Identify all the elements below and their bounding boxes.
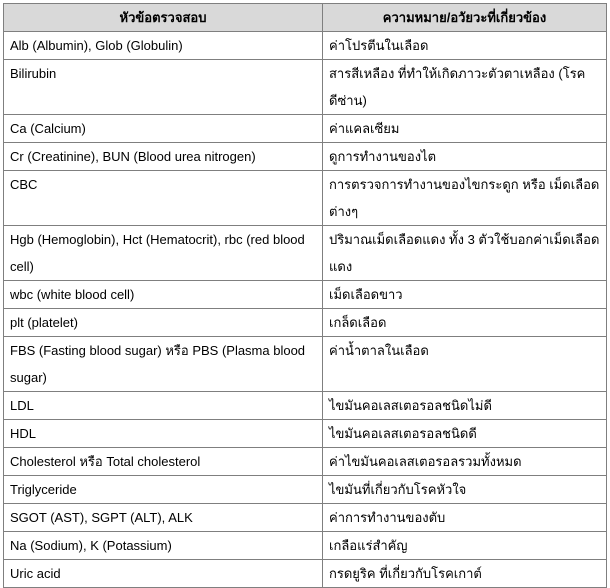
table-row xyxy=(4,171,607,226)
table-row xyxy=(4,32,607,60)
cell-topic: Na (Sodium), K (Potassium) xyxy=(4,532,323,560)
table-row xyxy=(4,115,607,143)
cell-topic: Ca (Calcium) xyxy=(4,115,323,143)
table-row xyxy=(4,476,607,504)
cell-topic: Triglyceride xyxy=(4,476,323,504)
cell-topic: Alb (Albumin), Glob (Globulin) xyxy=(4,32,323,60)
cell-meaning: ค่าโปรตีนในเลือด xyxy=(323,32,607,60)
table-row xyxy=(4,504,607,532)
table-row xyxy=(4,309,607,337)
cell-meaning: เม็ดเลือดขาว xyxy=(323,281,607,309)
table-row xyxy=(4,60,607,115)
cell-topic: LDL xyxy=(4,392,323,420)
cell-meaning: ไขมันคอเลสเตอรอลชนิดดี xyxy=(323,420,607,448)
table-row xyxy=(4,226,607,281)
cell-meaning: ค่าไขมันคอเลสเตอรอลรวมทั้งหมด xyxy=(323,448,607,476)
header-topic: หัวข้อตรวจสอบ xyxy=(4,4,323,32)
cell-meaning: กรดยูริค ที่เกี่ยวกับโรคเกาต์ xyxy=(323,560,607,588)
table-row xyxy=(4,532,607,560)
cell-meaning: ไขมันที่เกี่ยวกับโรคหัวใจ xyxy=(323,476,607,504)
cell-topic: SGOT (AST), SGPT (ALT), ALK xyxy=(4,504,323,532)
cell-topic: FBS (Fasting blood sugar) หรือ PBS (Plasma blood sugar) xyxy=(4,337,323,392)
cell-meaning: เกลือแร่สำคัญ xyxy=(323,532,607,560)
table-row xyxy=(4,337,607,392)
table-row xyxy=(4,448,607,476)
header-meaning: ความหมาย/อวัยวะที่เกี่ยวข้อง xyxy=(323,4,607,32)
table-row xyxy=(4,281,607,309)
cell-topic: wbc (white blood cell) xyxy=(4,281,323,309)
cell-meaning: ไขมันคอเลสเตอรอลชนิดไม่ดี xyxy=(323,392,607,420)
cell-topic: plt (platelet) xyxy=(4,309,323,337)
cell-meaning: เกล็ดเลือด xyxy=(323,309,607,337)
cell-meaning: สารสีเหลือง ที่ทำให้เกิดภาวะตัวตาเหลือง (โรคดีซ่าน) xyxy=(323,60,607,115)
cell-topic: Bilirubin xyxy=(4,60,323,115)
cell-topic: CBC xyxy=(4,171,323,226)
cell-meaning: การตรวจการทำงานของไขกระดูก หรือ เม็ดเลือดต่างๆ xyxy=(323,171,607,226)
cell-topic: Hgb (Hemoglobin), Hct (Hematocrit), rbc (red blood cell) xyxy=(4,226,323,281)
table-row xyxy=(4,420,607,448)
table-header-row xyxy=(4,4,607,32)
lab-test-table xyxy=(3,3,607,588)
table-row xyxy=(4,143,607,171)
cell-meaning: ปริมาณเม็ดเลือดแดง ทั้ง 3 ตัวใช้บอกค่าเม็ดเลือดแดง xyxy=(323,226,607,281)
cell-topic: Cholesterol หรือ Total cholesterol xyxy=(4,448,323,476)
cell-meaning: ค่าน้ำตาลในเลือด xyxy=(323,337,607,392)
cell-meaning: ค่าการทำงานของตับ xyxy=(323,504,607,532)
cell-meaning: ดูการทำงานของไต xyxy=(323,143,607,171)
cell-topic: HDL xyxy=(4,420,323,448)
cell-topic: Cr (Creatinine), BUN (Blood urea nitrogen) xyxy=(4,143,323,171)
cell-meaning: ค่าแคลเซียม xyxy=(323,115,607,143)
cell-topic: Uric acid xyxy=(4,560,323,588)
table-row xyxy=(4,392,607,420)
table-row xyxy=(4,560,607,588)
